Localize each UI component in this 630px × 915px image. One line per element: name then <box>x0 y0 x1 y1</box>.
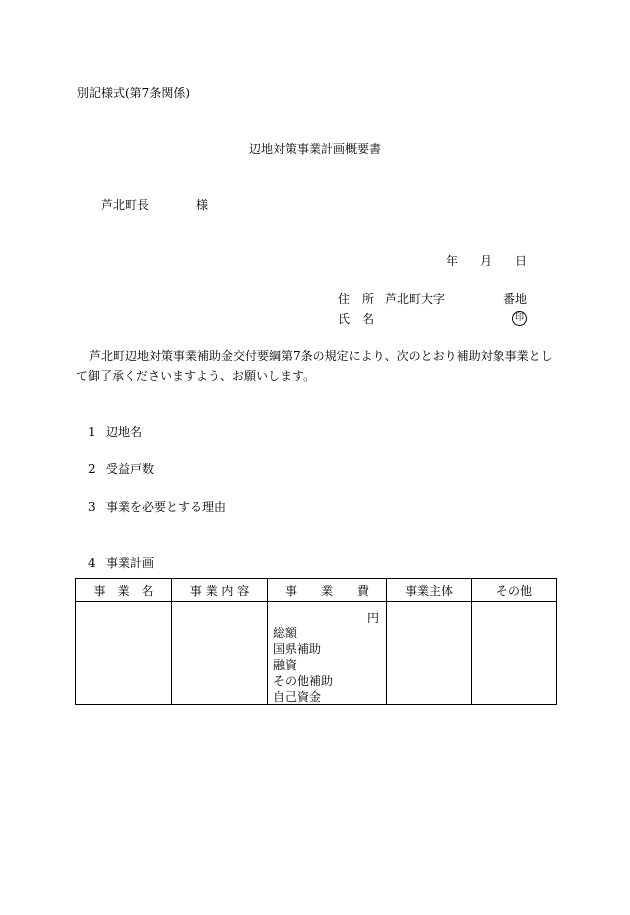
cost-own-funds-label: 自己資金 <box>273 690 322 704</box>
header-project-operator: 事業主体 <box>387 579 472 602</box>
item-3-number: 3 <box>88 500 96 514</box>
yen-unit-label: 円 <box>366 611 379 625</box>
address-label: 住 所 <box>338 292 375 306</box>
header-project-cost: 事 業 費 <box>268 579 387 602</box>
cell-project-name[interactable] <box>76 602 172 705</box>
address-suffix: 番地 <box>503 292 528 306</box>
body-text-line-1: 芦北町辺地対策事業補助金交付要綱第7条の規定により、次のとおり補助対象事業とし <box>89 349 553 363</box>
form-reference: 別記様式(第7条関係) <box>77 86 190 100</box>
honorific: 様 <box>196 198 209 212</box>
body-text-line-2: て御了承くださいますよう、お願いします。 <box>76 369 316 383</box>
header-project-content: 事 業 内 容 <box>172 579 268 602</box>
project-plan-table <box>75 578 557 705</box>
date-year-label: 年 <box>446 254 459 268</box>
item-2-number: 2 <box>88 462 96 476</box>
cell-project-operator[interactable] <box>387 602 472 705</box>
table-row <box>76 602 557 705</box>
item-1-number: 1 <box>88 425 96 439</box>
cost-national-prefectural-subsidy-label: 国県補助 <box>273 642 322 656</box>
item-1-label: 辺地名 <box>106 425 143 439</box>
item-4-label: 事業計画 <box>106 556 155 570</box>
date-month-label: 月 <box>480 254 493 268</box>
seal-mark: 印 <box>512 311 527 326</box>
cost-other-subsidy-label: その他補助 <box>273 674 334 688</box>
name-label: 氏 名 <box>338 312 375 326</box>
item-4-number: 4 <box>88 556 96 570</box>
document-title: 辺地対策事業計画概要書 <box>249 142 382 156</box>
item-2-label: 受益戸数 <box>106 462 155 476</box>
addressee: 芦北町長 <box>101 198 150 212</box>
cost-total-label: 総額 <box>273 626 298 640</box>
cost-loan-label: 融資 <box>273 658 298 672</box>
table-header-row <box>76 579 557 602</box>
header-project-name: 事 業 名 <box>76 579 172 602</box>
cost-breakdown-list <box>273 625 333 705</box>
cell-project-content[interactable] <box>172 602 268 705</box>
date-day-label: 日 <box>515 254 528 268</box>
cell-project-cost[interactable] <box>268 602 387 705</box>
header-other: その他 <box>472 579 557 602</box>
cell-other[interactable] <box>472 602 557 705</box>
item-3-label: 事業を必要とする理由 <box>106 500 227 514</box>
address-value: 芦北町大字 <box>385 292 446 306</box>
